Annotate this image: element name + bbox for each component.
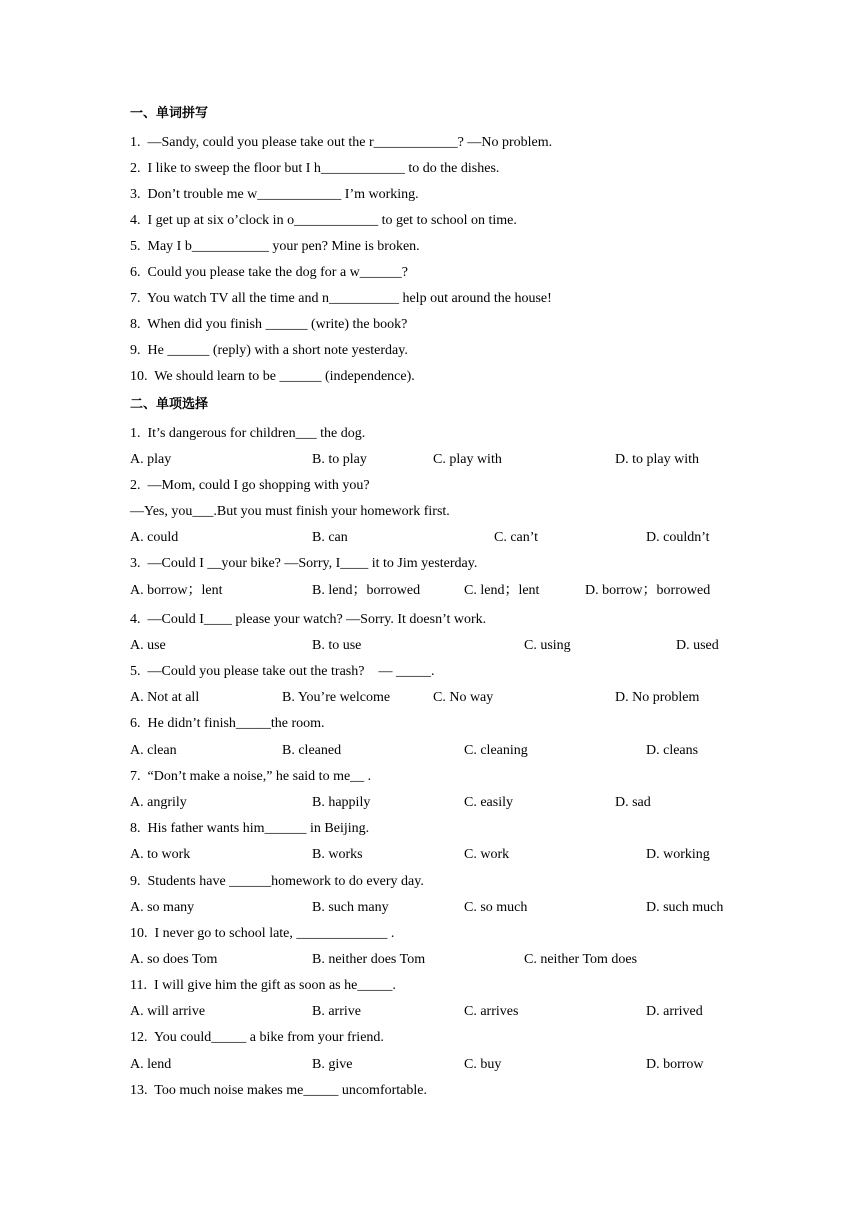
option-b: B. cleaned: [282, 743, 342, 758]
spelling-question: 2. I like to sweep the floor but I h____________ to do the dishes.: [130, 161, 500, 176]
option-a: A. so many: [130, 900, 195, 915]
option-a: A. borrow；lent: [130, 583, 223, 598]
question-stem: 12. You could_____ a bike from your friend.: [130, 1030, 384, 1045]
option-a: A. lend: [130, 1057, 172, 1072]
option-d: D. borrow；borrowed: [585, 583, 711, 598]
option-b: B. arrive: [312, 1004, 361, 1019]
option-c: C. so much: [464, 900, 528, 915]
spelling-question: 4. I get up at six o’clock in o____________ to get to school on time.: [130, 213, 517, 228]
option-a: A. play: [130, 452, 172, 467]
option-a: A. Not at all: [130, 690, 200, 705]
option-d: D. used: [676, 638, 719, 653]
option-c: C. buy: [464, 1057, 502, 1072]
option-b: B. neither does Tom: [312, 952, 426, 967]
spelling-question: 6. Could you please take the dog for a w______?: [130, 265, 408, 280]
option-d: D. No problem: [615, 690, 700, 705]
spelling-question: 5. May I b___________ your pen? Mine is broken.: [130, 239, 420, 254]
question-stem: 10. I never go to school late, _____________ .: [130, 926, 395, 941]
question-stem: 11. I will give him the gift as soon as he_____.: [130, 978, 396, 993]
option-a: A. to work: [130, 847, 191, 862]
question-stem: 4. —Could I____ please your watch? —Sorry. It doesn’t work.: [130, 612, 487, 627]
spelling-question: 8. When did you finish ______ (write) the book?: [130, 317, 408, 332]
option-c: C. neither Tom does: [524, 952, 638, 967]
section-title: 一、单词拼写: [130, 106, 209, 121]
option-d: D. sad: [615, 795, 651, 810]
option-c: C. No way: [433, 690, 494, 705]
spelling-question: 7. You watch TV all the time and n__________ help out around the house!: [130, 291, 552, 306]
question-stem: 2. —Mom, could I go shopping with you?: [130, 478, 370, 493]
spelling-question: 9. He ______ (reply) with a short note yesterday.: [130, 343, 408, 358]
question-stem: 13. Too much noise makes me_____ uncomfortable.: [130, 1083, 427, 1098]
option-a: A. so does Tom: [130, 952, 218, 967]
option-a: A. angrily: [130, 795, 187, 810]
question-stem: 1. It’s dangerous for children___ the dog.: [130, 426, 366, 441]
option-b: B. happily: [312, 795, 371, 810]
option-b: B. works: [312, 847, 363, 862]
option-c: C. play with: [433, 452, 502, 467]
option-d: D. working: [646, 847, 710, 862]
option-a: A. could: [130, 530, 179, 545]
spelling-question: 3. Don’t trouble me w____________ I’m working.: [130, 187, 419, 202]
question-stem: 8. His father wants him______ in Beijing.: [130, 821, 370, 836]
option-b: B. You’re welcome: [282, 690, 391, 705]
option-c: C. using: [524, 638, 571, 653]
option-b: B. lend；borrowed: [312, 583, 421, 598]
option-d: D. cleans: [646, 743, 699, 758]
spelling-question: 1. —Sandy, could you please take out the r____________? —No problem.: [130, 135, 553, 150]
question-stem: 3. —Could I __your bike? —Sorry, I____ it to Jim yesterday.: [130, 556, 478, 571]
option-b: B. give: [312, 1057, 353, 1072]
option-d: D. such much: [646, 900, 724, 915]
option-c: C. cleaning: [464, 743, 528, 758]
option-c: C. lend；lent: [464, 583, 540, 598]
option-b: B. such many: [312, 900, 389, 915]
question-stem: 9. Students have ______homework to do every day.: [130, 874, 424, 889]
question-stem: 5. —Could you please take out the trash? — _____.: [130, 664, 435, 679]
question-stem: —Yes, you___.But you must finish your homework first.: [130, 504, 450, 519]
option-b: B. can: [312, 530, 348, 545]
option-a: A. use: [130, 638, 166, 653]
section-title: 二、单项选择: [130, 397, 209, 412]
option-c: C. work: [464, 847, 510, 862]
option-c: C. easily: [464, 795, 513, 810]
option-d: D. couldn’t: [646, 530, 710, 545]
option-d: D. to play with: [615, 452, 699, 467]
option-b: B. to play: [312, 452, 367, 467]
option-b: B. to use: [312, 638, 362, 653]
option-d: D. arrived: [646, 1004, 703, 1019]
option-a: A. will arrive: [130, 1004, 206, 1019]
spelling-question: 10. We should learn to be ______ (independence).: [130, 369, 415, 384]
option-d: D. borrow: [646, 1057, 704, 1072]
option-a: A. clean: [130, 743, 177, 758]
option-c: C. arrives: [464, 1004, 519, 1019]
question-stem: 6. He didn’t finish_____the room.: [130, 716, 325, 731]
option-c: C. can’t: [494, 530, 539, 545]
question-stem: 7. “Don’t make a noise,” he said to me__ .: [130, 769, 372, 784]
